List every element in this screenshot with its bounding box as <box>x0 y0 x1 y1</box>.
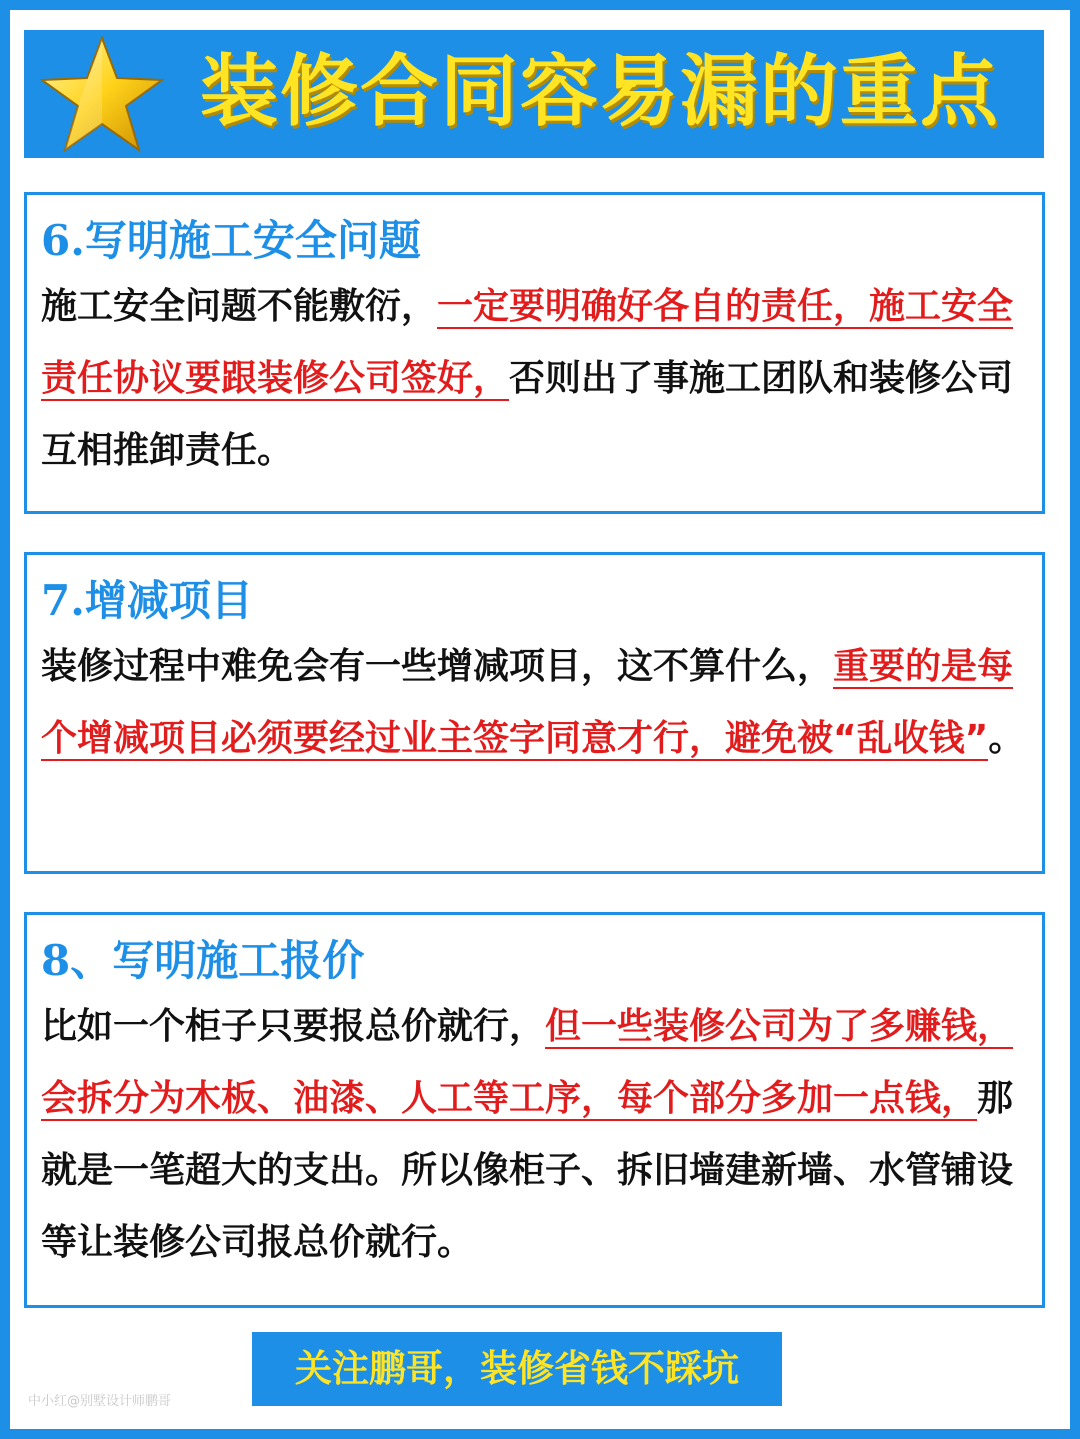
section-title: 7.增减项目 <box>41 576 253 625</box>
footer-label: 关注鹏哥，装修省钱不踩坑 <box>295 1347 739 1390</box>
body-text: 装修过程中难免会有一些增减项目，这不算什么， <box>41 646 834 687</box>
section-body <box>41 991 1031 1279</box>
section-card-6 <box>24 192 1045 514</box>
header-banner <box>24 30 1044 158</box>
section-card-7 <box>24 552 1045 874</box>
highlight-text: 重要的是每个增减项目必须要经过业主签字同意才行，避免被“乱收钱” <box>41 646 1014 759</box>
page-title: 装修合同容易漏的重点 <box>200 47 1001 137</box>
section-body <box>41 631 1031 775</box>
highlight-text: 但一些装修公司为了多赚钱，会拆分为木板、油漆、人工等工序，每个部分多加一点钱， <box>41 1006 1014 1119</box>
section-body <box>41 271 1031 487</box>
watermark: 中小红@别墅设计师鹏哥 <box>28 1394 172 1409</box>
star-icon <box>38 34 166 154</box>
section-card-8 <box>24 912 1045 1308</box>
body-text: 施工安全问题不能敷衍， <box>41 286 438 327</box>
section-title: 8、写明施工报价 <box>41 936 365 985</box>
body-text: 比如一个柜子只要报总价就行， <box>41 1006 546 1047</box>
body-text: 。 <box>988 718 1025 759</box>
section-title: 6.写明施工安全问题 <box>41 216 421 265</box>
highlight-text: 一定要明确好各自的责任，施工安全责任协议要跟装修公司签好， <box>41 286 1014 399</box>
footer-banner <box>252 1332 782 1406</box>
body-text: 那就是一笔超大的支出。所以像柜子、拆旧墙建新墙、水管铺设等让装修公司报总价就行。 <box>41 1078 1014 1263</box>
body-text: 否则出了事施工团队和装修公司互相推卸责任。 <box>41 358 1014 471</box>
